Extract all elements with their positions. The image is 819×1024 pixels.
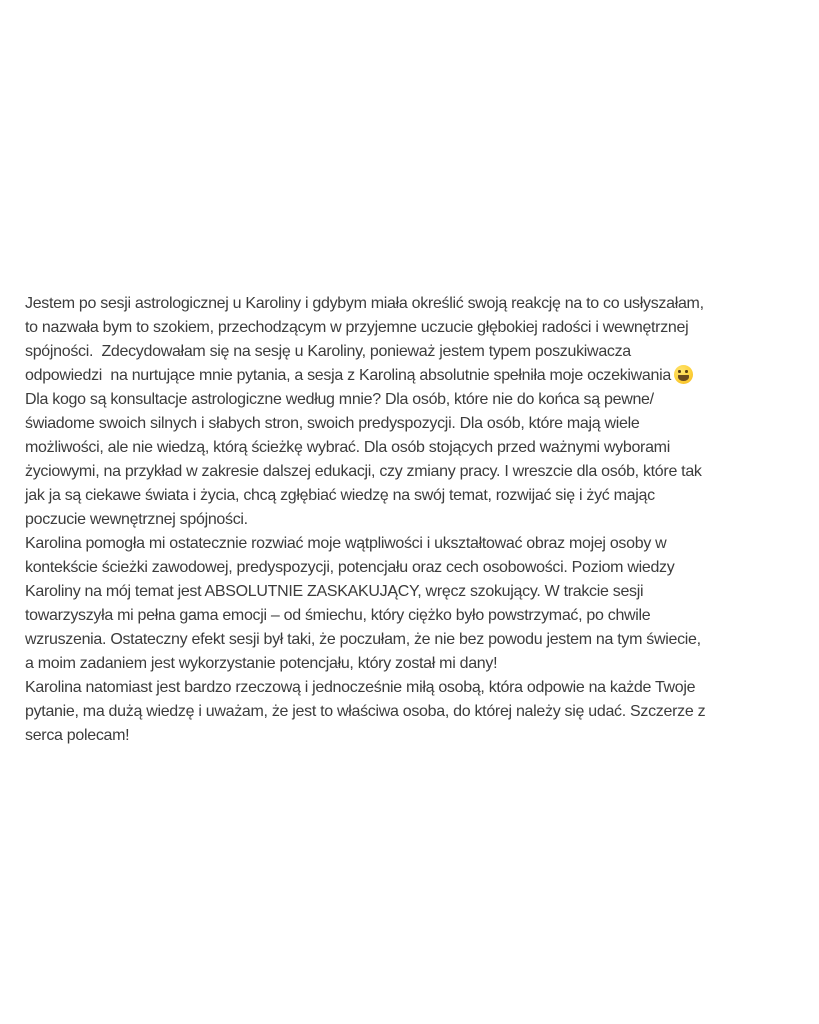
text-line: odpowiedzi na nurtujące mnie pytania, a sesja z Karoliną absolutnie spełniła moje oczekiwania [25, 364, 807, 388]
text-line: kontekście ścieżki zawodowej, predyspozycji, potencjału oraz cech osobowości. Poziom wiedzy [25, 559, 675, 576]
review-text [25, 292, 807, 748]
text-line: świadome swoich silnych i słabych stron, swoich predyspozycji. Dla osób, które mają wiele [25, 415, 640, 432]
text-line: serca polecam! [25, 727, 130, 744]
text-line: towarzyszyła mi pełna gama emocji – od śmiechu, który ciężko było powstrzymać, po chwile [25, 607, 651, 624]
text-line: poczucie wewnętrznej spójności. [25, 511, 248, 528]
text-line: a moim zadaniem jest wykorzystanie potencjału, który został mi dany! [25, 655, 498, 672]
text-line: Karolina natomiast jest bardzo rzeczową i jednocześnie miłą osobą, która odpowie na każde Twoje [25, 679, 696, 696]
text-line: Karoliny na mój temat jest ABSOLUTNIE ZASKAKUJĄCY, wręcz szokujący. W trakcie sesji [25, 583, 644, 600]
text-line: jak ja są ciekawe świata i życia, chcą zgłębiać wiedzę na swój temat, rozwijać się i żyć mając [25, 487, 655, 504]
text-line: pytanie, ma dużą wiedzę i uważam, że jest to właściwa osoba, do której należy się udać. Szczerze z [25, 703, 706, 720]
text-line: Karolina pomogła mi ostatecznie rozwiać moje wątpliwości i ukształtować obraz mojej osoby w [25, 535, 667, 552]
text-line: możliwości, ale nie wiedzą, którą ścieżkę wybrać. Dla osób stojących przed ważnymi wyborami [25, 439, 670, 456]
text-line: życiowymi, na przykład w zakresie dalszej edukacji, czy zmiany pracy. I wreszcie dla osób, które tak [25, 463, 702, 480]
text-line: wzruszenia. Ostateczny efekt sesji był taki, że poczułam, że nie bez powodu jestem na tym świecie, [25, 631, 701, 648]
text-line: Dla kogo są konsultacje astrologiczne według mnie? Dla osób, które nie do końca są pewne/ [25, 391, 654, 408]
smiling-face-emoji [674, 365, 693, 384]
text-line: spójności. Zdecydowałam się na sesję u Karoliny, ponieważ jestem typem poszukiwacza [25, 343, 631, 360]
text-line: Jestem po sesji astrologicznej u Karoliny i gdybym miała określić swoją reakcję na to co usłyszałam, [25, 295, 704, 312]
text-line: to nazwała bym to szokiem, przechodzącym w przyjemne uczucie głębokiej radości i wewnętrznej [25, 319, 689, 336]
